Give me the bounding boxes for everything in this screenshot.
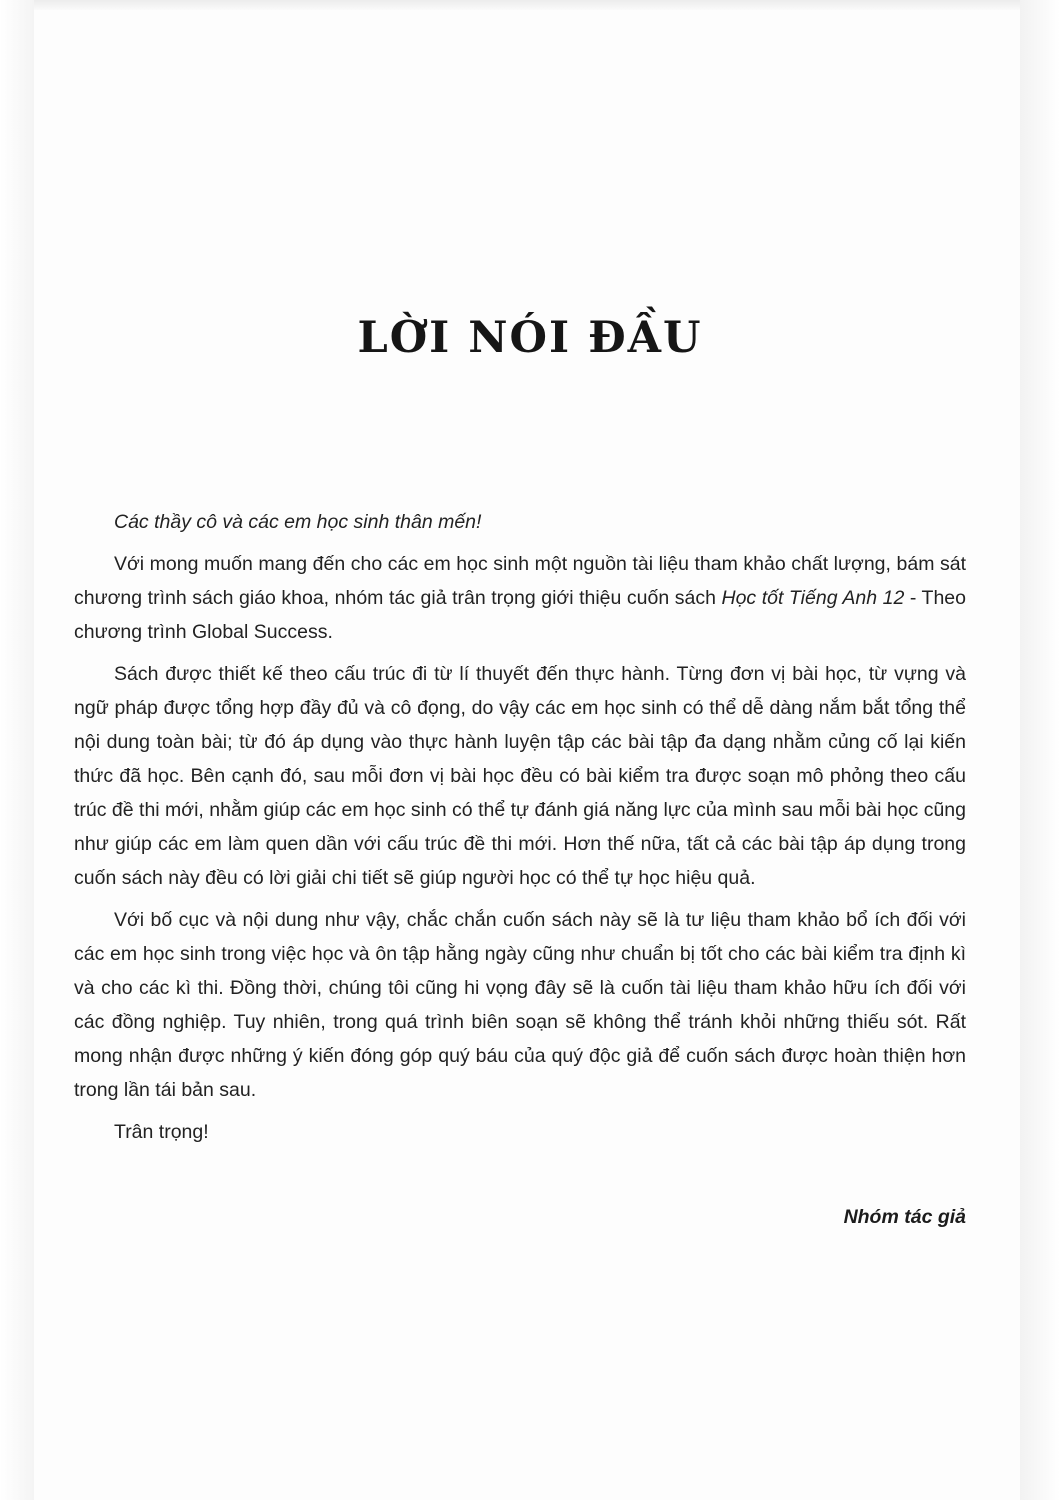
paragraph-structure: Sách được thiết kế theo cấu trúc đi từ lí thuyết đến thực hành. Từng đơn vị bài học, từ vựng và ngữ pháp được tổng hợp đầy đủ và cô đọng, do vậy các em học sinh có thể dễ dàng nắm bắt tổng thể nội dung toàn bài; từ đó áp dụng vào thực hành luyện tập các bài tập đa dạng nhằm củng cố lại kiến thức đã học. Bên cạnh đó, sau mỗi đơn vị bài học đều có bài kiểm tra được soạn mô phỏng theo cấu trúc đề thi mới, nhằm giúp các em học sinh có thể tự đánh giá năng lực của mình sau mỗi bài học cũng như giúp các em làm quen dần với cấu trúc đề thi mới. Hơn thế nữa, tất cả các bài tập áp dụng trong cuốn sách này đều có lời giải chi tiết sẽ giúp người học có thể tự học hiệu quả. xyxy=(74,663,966,889)
preface-body xyxy=(74,505,966,1157)
page-edge-top xyxy=(34,0,1020,10)
page-title: LỜI NÓI ĐẦU xyxy=(357,313,703,363)
page-edge-left xyxy=(0,0,34,1500)
paragraph-intro-before: Với mong muốn mang đến cho các em học sinh một nguồn tài liệu tham khảo chất lượng, bám sát chương trình sách giáo khoa, nhóm tác giả trân trọng giới thiệu cuốn sách xyxy=(74,553,966,609)
greeting-line: Các thầy cô và các em học sinh thân mến! xyxy=(114,511,482,533)
page-edge-right xyxy=(1020,0,1060,1500)
closing-line: Trân trọng! xyxy=(114,1121,209,1143)
book-title: Học tốt Tiếng Anh 12 xyxy=(721,587,905,609)
author-signature: Nhóm tác giả xyxy=(843,1206,966,1228)
paragraph-intro xyxy=(74,547,966,649)
paragraph-usefulness: Với bố cục và nội dung như vậy, chắc chắn cuốn sách này sẽ là tư liệu tham khảo bổ ích đối với các em học sinh trong việc học và ôn tập hằng ngày cũng như chuẩn bị tốt cho các bài kiểm tra định kì và cho các kì thi. Đồng thời, chúng tôi cũng hi vọng đây sẽ là cuốn tài liệu tham khảo hữu ích đối với các đồng nghiệp. Tuy nhiên, trong quá trình biên soạn sẽ không thể tránh khỏi những thiếu sót. Rất mong nhận được những ý kiến đóng góp quý báu của quý độc giả để cuốn sách được hoàn thiện hơn trong lần tái bản sau. xyxy=(74,909,966,1101)
paragraph-intro-after: - Theo chương trình Global Success. xyxy=(74,587,966,643)
